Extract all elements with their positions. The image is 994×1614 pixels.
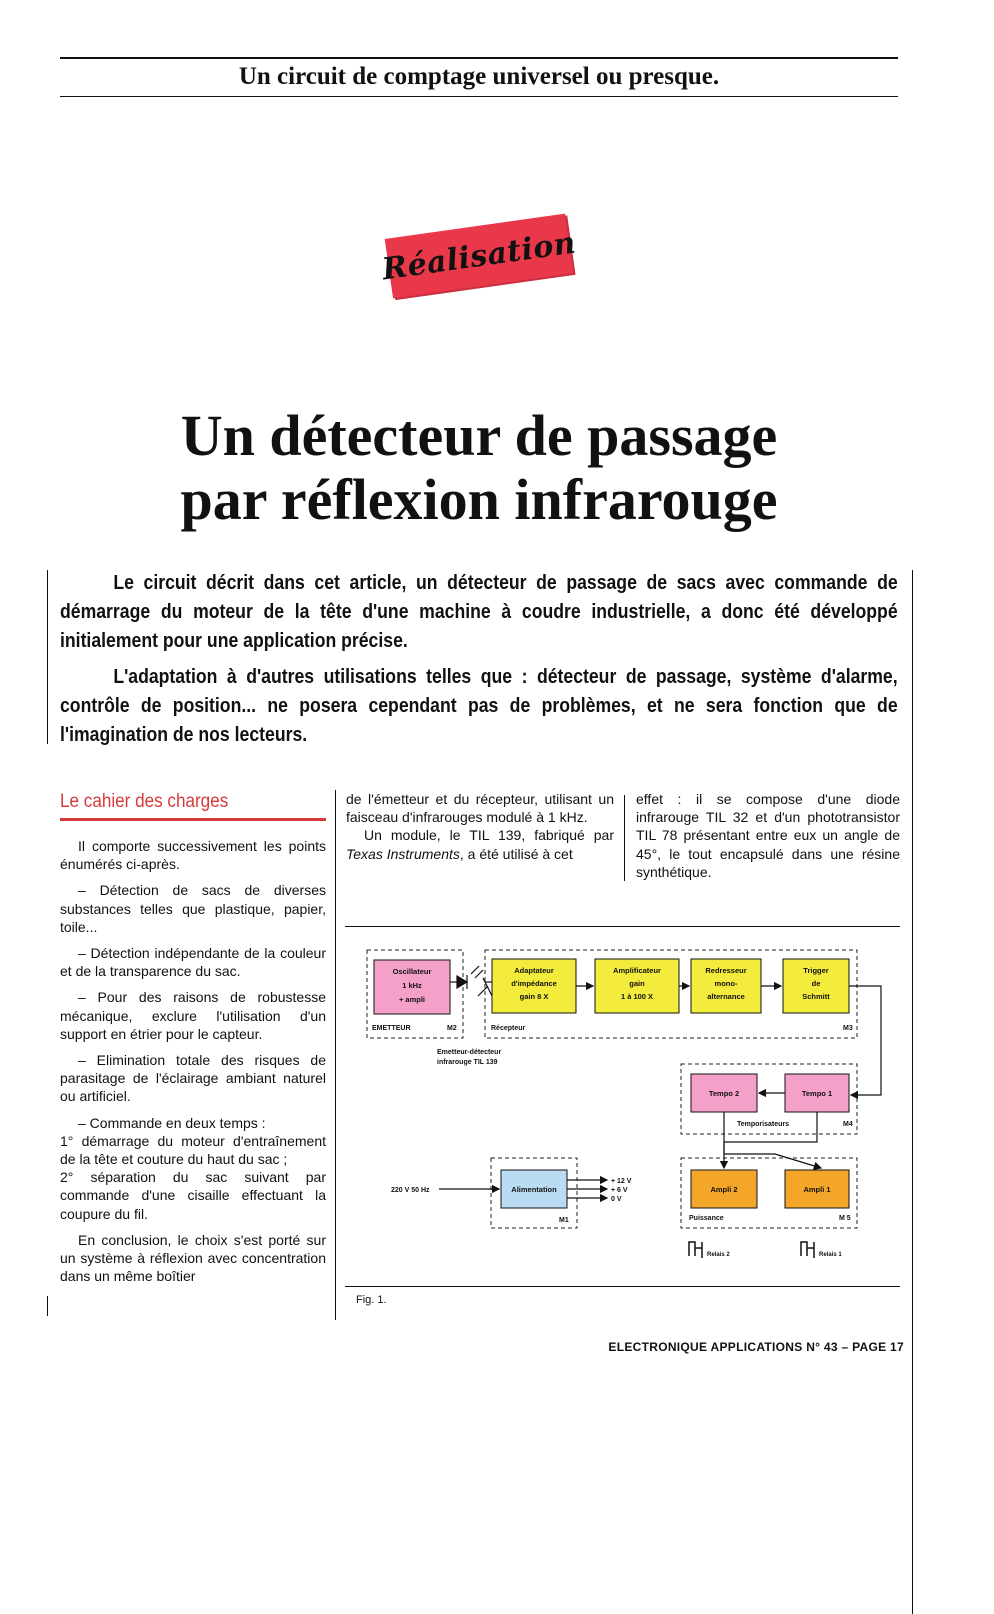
m5-label: M 5 xyxy=(839,1215,851,1222)
col1-paragraph: – Pour des raisons de robustesse mécanique, exclure l'utilisation d'un support en étrier pour le capteur. xyxy=(60,989,326,1042)
col1-paragraph: 2° séparation du sac suivant par commande d'une cisaille effectuant la coupure du fil. xyxy=(60,1169,326,1222)
trig-label: de xyxy=(811,979,821,988)
relais2-label: Relais 2 xyxy=(707,1252,730,1258)
amp-label: Amplificateur xyxy=(613,966,661,975)
til-label: Emetteur-détecteur xyxy=(437,1049,502,1056)
emetteur-label: EMETTEUR xyxy=(372,1025,411,1032)
column-2 xyxy=(346,790,614,863)
m1-label: M1 xyxy=(559,1217,569,1224)
tempo1-label: Tempo 1 xyxy=(801,1089,833,1098)
trig-label: Trigger xyxy=(803,966,829,975)
column-separator xyxy=(624,795,625,881)
figure-caption: Fig. 1. xyxy=(356,1294,387,1306)
m4-label: M4 xyxy=(843,1121,853,1128)
col1-paragraph: – Détection de sacs de diverses substances telles que plastique, papier, toile... xyxy=(60,882,326,935)
col1-margin-bar xyxy=(47,1296,48,1316)
v12-label: + 12 V xyxy=(611,1178,632,1185)
col2-paragraph: de l'émetteur et du récepteur, utilisant un faisceau d'infrarouges modulé à 1 kHz. xyxy=(346,791,614,826)
col1-paragraph: 1° démarrage du moteur d'entraînement de la tête et couture du haut du sac ; xyxy=(60,1132,326,1168)
v0-label: 0 V xyxy=(611,1196,622,1203)
osc-label: 1 kHz xyxy=(402,981,422,990)
col3-paragraph: effet : il se compose d'une diode infrarouge TIL 32 et d'un phototransistor TIL 78 présentant entre eux un angle de 45°, le tout encapsulé dans une résine synthétique. xyxy=(636,791,900,880)
trig-label: Schmitt xyxy=(802,992,830,1001)
relais1-label: Relais 1 xyxy=(819,1252,842,1258)
col2-paragraph xyxy=(346,826,614,862)
v6-label: + 6 V xyxy=(611,1187,628,1194)
ampli1-label: Ampli 1 xyxy=(803,1185,831,1194)
realisation-badge xyxy=(379,214,579,299)
ampli2-label: Ampli 2 xyxy=(710,1185,738,1194)
adapt-label: Adaptateur xyxy=(514,966,554,975)
intro-paragraph-1: Le circuit décrit dans cet article, un détecteur de passage de sacs avec commande de démarrage du moteur de la tête d'une machine à coudre industrielle, a donc été développé initialement pour une application précise. xyxy=(60,571,898,652)
column-separator xyxy=(335,790,336,1320)
column-3 xyxy=(636,790,900,881)
recepteur-label: Récepteur xyxy=(491,1025,526,1032)
intro-paragraph-2: L'adaptation à d'autres utilisations telles que : détecteur de passage, système d'alarme, contrôle de position... ne posera cependant pas de problèmes, et ne sera fonction que de l'imagination de nos lecteurs. xyxy=(60,665,898,746)
temporisateurs-label: Temporisateurs xyxy=(737,1121,789,1128)
block-diagram xyxy=(345,930,900,1282)
col2-text: , a été utilisé à cet xyxy=(459,845,573,862)
col1-paragraph: – Détection indépendante de la couleur et de la transparence du sac. xyxy=(60,945,326,980)
m2-label: M2 xyxy=(447,1025,457,1032)
article-title xyxy=(60,404,898,532)
amp-label: 1 à 100 X xyxy=(620,992,654,1001)
col1-list-block xyxy=(60,1114,326,1223)
section-heading: Le cahier des charges xyxy=(60,791,229,812)
col2-italic-text: Texas Instruments xyxy=(346,845,460,862)
right-margin-bar xyxy=(912,570,913,1614)
alim-label: Alimentation xyxy=(511,1185,557,1194)
column-1 xyxy=(60,790,326,1293)
col1-paragraph: – Elimination totale des risques de parasitage de l'éclairage ambiant naturel ou artificiel. xyxy=(60,1052,326,1105)
badge-label: Réalisation xyxy=(379,225,579,287)
redr-label: mono- xyxy=(714,979,738,988)
adapt-label: d'impédance xyxy=(511,979,557,988)
supply-label: 220 V 50 Hz xyxy=(391,1187,430,1194)
amp-label: gain xyxy=(629,979,645,988)
osc-label: + ampli xyxy=(398,995,426,1004)
title-line-2: par réflexion infrarouge xyxy=(180,467,778,532)
m3-label: M3 xyxy=(843,1025,853,1032)
running-title: Un circuit de comptage universel ou presque. xyxy=(238,63,720,90)
figure-rule-bottom xyxy=(345,1286,900,1287)
figure-rule-top xyxy=(345,926,900,927)
section-heading-rule xyxy=(60,818,326,821)
redr-label: alternance xyxy=(707,992,745,1001)
col1-paragraph: En conclusion, le choix s'est porté sur un système à réflexion avec concentration dans un même boîtier xyxy=(60,1231,326,1285)
intro-margin-bar xyxy=(47,570,48,744)
tempo2-label: Tempo 2 xyxy=(708,1089,740,1098)
col1-paragraph: – Commande en deux temps : xyxy=(78,1114,266,1131)
title-line-1: Un détecteur de passage xyxy=(180,403,778,468)
til-label: infrarouge TIL 139 xyxy=(437,1059,498,1066)
col2-text: Un module, le TIL 139, fabriqué par xyxy=(364,827,614,844)
header-rule-bottom xyxy=(60,96,898,97)
header-rule-top xyxy=(60,57,898,59)
redr-label: Redresseur xyxy=(705,966,747,975)
adapt-label: gain 8 X xyxy=(519,992,549,1001)
puissance-label: Puissance xyxy=(689,1215,724,1222)
col1-paragraph: Il comporte successivement les points énumérés ci-après. xyxy=(60,838,326,873)
page-footer: ELECTRONIQUE APPLICATIONS N° 43 – PAGE 17 xyxy=(608,1340,904,1354)
osc-label: Oscillateur xyxy=(392,967,432,976)
